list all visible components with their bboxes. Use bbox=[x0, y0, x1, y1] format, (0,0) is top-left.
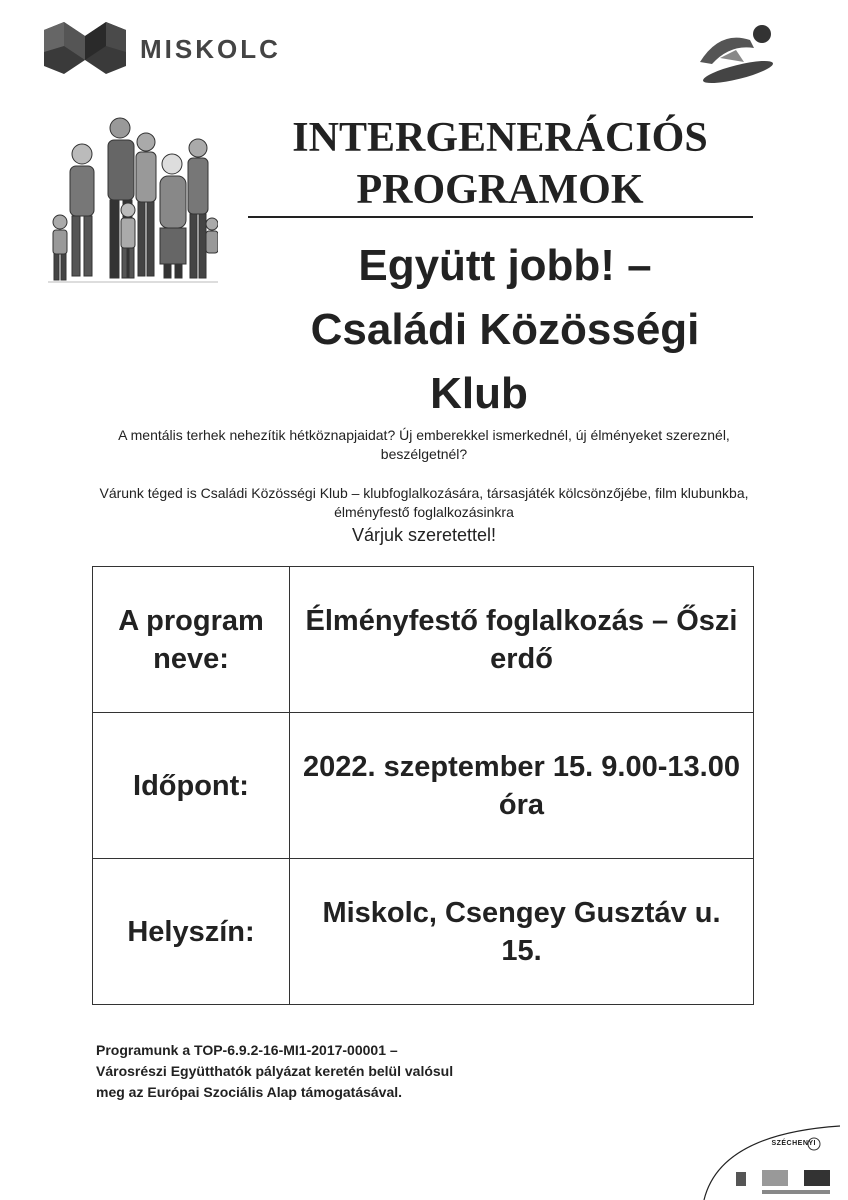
funding-statement bbox=[96, 1040, 576, 1103]
club-title-line-2: Családi Közösségi bbox=[310, 305, 700, 354]
miskolc-m-logo-icon bbox=[44, 22, 126, 74]
intro-paragraph-2 bbox=[40, 484, 808, 522]
city-name: MISKOLC bbox=[140, 34, 281, 64]
welcome-text: Várjuk szeretettel! bbox=[351, 525, 497, 545]
table-row bbox=[93, 567, 754, 713]
club-title bbox=[230, 234, 780, 426]
funding-line-1: Programunk a TOP-6.9.2-16-MI1-2017-00001 – bbox=[96, 1042, 398, 1058]
intro-2-line-b: élményfestő foglalkozásinkra bbox=[334, 504, 514, 520]
intro-1-line-a: A mentális terhek nehezítik hétköznapjaidat? Új emberekkel ismerkednél, új élményeket szereznél, bbox=[118, 427, 730, 443]
program-name-label: A program neve: bbox=[93, 567, 290, 713]
intro-1-line-b: beszélgetnél? bbox=[380, 446, 468, 462]
table-row bbox=[93, 713, 754, 859]
program-info-table bbox=[92, 566, 754, 1005]
family-generations-illustration bbox=[48, 112, 218, 292]
snowboarder-icon bbox=[690, 22, 776, 84]
intro-paragraph-1 bbox=[40, 426, 808, 464]
table-row bbox=[93, 859, 754, 1005]
funding-line-2: Városrészi Együtthatók pályázat keretén belül valósul bbox=[96, 1063, 454, 1079]
main-title bbox=[240, 112, 760, 216]
szechenyi-2020-eu-logo-icon bbox=[700, 1124, 840, 1200]
funding-line-3: meg az Európai Szociális Alap támogatásával. bbox=[96, 1084, 403, 1100]
program-name-value: Élményfestő foglalkozás – Őszi erdő bbox=[290, 567, 754, 713]
title-divider bbox=[248, 216, 753, 218]
title-line-2: PROGRAMOK bbox=[356, 167, 644, 213]
location-value: Miskolc, Csengey Gusztáv u. 15. bbox=[290, 859, 754, 1005]
date-label: Időpont: bbox=[93, 713, 290, 859]
location-label: Helyszín: bbox=[93, 859, 290, 1005]
intro-2-line-a: Várunk téged is Családi Közösségi Klub – klubfoglalkozására, társasjáték kölcsönzőjébe, film klubunkba, bbox=[99, 485, 749, 501]
szechenyi-label: SZÉCHENYI bbox=[771, 1140, 816, 1147]
date-value: 2022. szeptember 15. 9.00-13.00 óra bbox=[290, 713, 754, 859]
title-line-1: INTERGENERÁCIÓS bbox=[292, 115, 708, 161]
club-title-line-3: Klub bbox=[430, 369, 528, 418]
club-title-line-1: Együtt jobb! – bbox=[358, 241, 652, 290]
